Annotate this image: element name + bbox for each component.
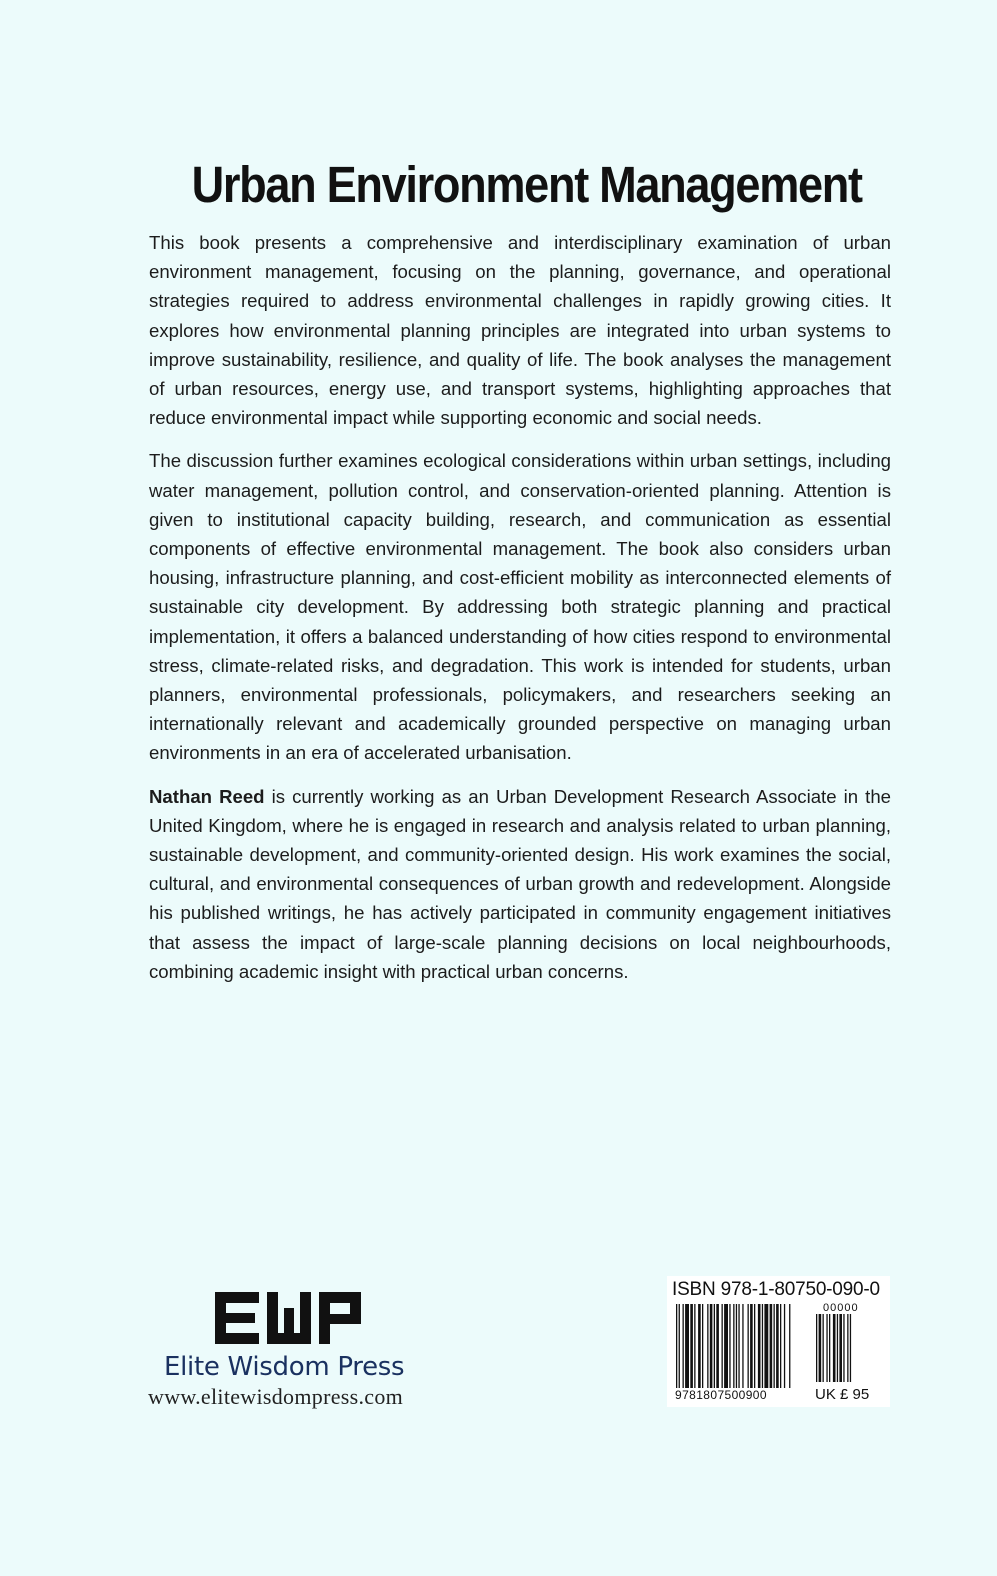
publisher-block (148, 1292, 438, 1410)
description-paragraph-1: This book presents a comprehensive and interdisciplinary examination of urban environment management, focusing on the planning, governance, and operational strategies required to address environmental challenges in rapidly growing cities. It explores how environmental planning principles are integrated into urban systems to improve sustainability, resilience, and quality of life. The book analyses the management of urban resources, energy use, and transport systems, highlighting approaches that reduce environmental impact while supporting economic and social needs. (149, 232, 891, 429)
description-paragraph-2: The discussion further examines ecological considerations within urban settings, including water management, pollution control, and conservation-oriented planning. Attention is given to institutional capacity building, research, and communication as essential components of effective environmental management. The book also considers urban housing, infrastructure planning, and cost-efficient mobility as interconnected elements of sustainable city development. By addressing both strategic planning and practical implementation, it offers a balanced understanding of how cities respond to environmental stress, climate-related risks, and degradation. This work is intended for students, urban planners, environmental professionals, policymakers, and researchers seeking an internationally relevant and academically grounded perspective on managing urban environments in an era of accelerated urbanisation. (149, 450, 891, 764)
author-bio-text: is currently working as an Urban Development Research Associate in the United Kingdom, where he is engaged in research and analysis related to urban planning, sustainable development, and community-oriented design. His work examines the social, cultural, and environmental consequences of urban growth and redevelopment. Alongside his published writings, he has actively participated in community engagement initiatives that assess the impact of large-scale planning decisions on local neighbourhoods, combining academic insight with practical urban concerns. (149, 785, 891, 982)
author-bio (149, 782, 891, 986)
ewp-logo-icon (215, 1292, 365, 1344)
isbn-label: ISBN 978-1-80750-090-0 (672, 1279, 880, 1300)
price: UK £ 95 (815, 1386, 870, 1403)
barcode-addon-digits: 00000 (823, 1302, 859, 1314)
publisher-url: www.elitewisdompress.com (148, 1384, 404, 1409)
barcode-digits: 9781807500900 (675, 1388, 767, 1402)
barcode-bars-icon (676, 1304, 881, 1388)
book-title: Urban Environment Management (191, 156, 862, 213)
isbn-barcode (667, 1276, 890, 1407)
back-cover-content (149, 150, 891, 1000)
author-name: Nathan Reed (149, 785, 265, 807)
publisher-name: Elite Wisdom Press (164, 1352, 405, 1382)
